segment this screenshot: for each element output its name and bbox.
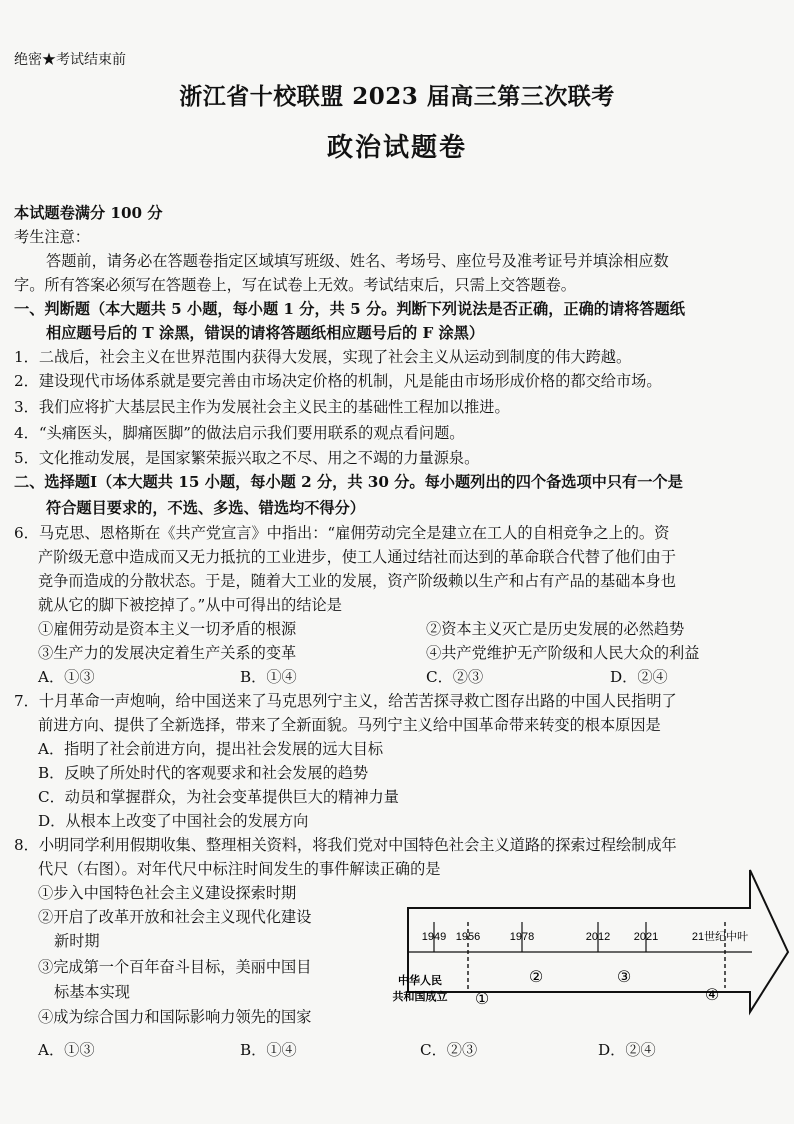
q8-item-1: ①步入中国特色社会主义建设探索时期	[38, 884, 297, 902]
marker-3: ③	[616, 969, 632, 986]
q6-stem: 6．马克思、恩格斯在《共产党宣言》中指出：“雇佣劳动完全是建立在工人的自相竞争之上的。资	[14, 524, 670, 542]
q7-option-b: B．反映了所处时代的客观要求和社会发展的趋势	[38, 764, 369, 782]
q6-item-1: ①雇佣劳动是资本主义一切矛盾的根源	[38, 620, 297, 638]
q6-stem: 就从它的脚下被挖掉了。”从中可得出的结论是	[38, 596, 342, 614]
q8-stem: 代尺（右图）。对年代尺中标注时间发生的事件解读正确的是	[38, 860, 441, 878]
paper-title: 政治试题卷	[326, 133, 467, 163]
q7-option-a: A．指明了社会前进方向，提出社会发展的远大目标	[38, 740, 384, 758]
q8-item-2-cont: 新时期	[54, 932, 100, 950]
q6-option-a: A．①③	[38, 668, 95, 686]
notice-line: 字。所有答案必须写在答题卷上，写在试卷上无效。考试结束后，只需上交答题卷。	[14, 276, 576, 294]
year-label: 1949	[421, 931, 447, 943]
marker-4: ④	[704, 987, 720, 1004]
q6-option-d: D．②④	[610, 668, 668, 686]
year-label: 1978	[509, 931, 535, 943]
q8-option-d: D．②④	[598, 1041, 656, 1059]
year-label: 21世纪中叶	[691, 931, 749, 943]
q6-stem: 产阶级无意中造成而又无力抵抗的工业进步，使工人通过结社而达到的革命联合代替了他们由于	[38, 548, 676, 566]
judge-question-4: 4．“头痛医头，脚痛医脚”的做法启示我们要用联系的观点看问题。	[14, 424, 465, 442]
year-label: 2021	[633, 931, 659, 943]
marker-2: ②	[528, 969, 544, 986]
founding-label: 中华人民	[398, 975, 442, 987]
notice-line: 答题前，请务必在答题卷指定区域填写班级、姓名、考场号、座位号及准考证号并填涂相应数	[46, 252, 669, 270]
q6-item-4: ④共产党维护无产阶级和人民大众的利益	[426, 644, 700, 662]
q8-item-3: ③完成第一个百年奋斗目标，美丽中国目	[38, 958, 312, 976]
q7-stem: 7．十月革命一声炮响，给中国送来了马克思列宁主义，给苦苦探寻救亡图存出路的中国人民指明了	[14, 692, 677, 710]
q6-stem: 竞争而造成的分散状态。于是，随着大工业的发展，资产阶级赖以生产和占有产品的基础本身也	[38, 572, 676, 590]
section2-heading-cont: 符合题目要求的，不选、多选、错选均不得分）	[46, 499, 365, 517]
q8-stem: 8．小明同学利用假期收集、整理相关资料，将我们党对中国特色社会主义道路的探索过程绘制成年	[14, 836, 677, 854]
section1-heading: 一、判断题（本大题共 5 小题，每小题 1 分，共 5 分。判断下列说法是否正确，正确的请将答题纸	[14, 300, 685, 318]
section1-heading-cont: 相应题号后的 T 涂黑，错误的请将答题纸相应题号后的 F 涂黑）	[46, 324, 485, 342]
full-score: 本试题卷满分 100 分	[14, 204, 163, 222]
q8-option-b: B．①④	[240, 1041, 297, 1059]
notice-label: 考生注意：	[14, 228, 90, 246]
founding-label: 共和国成立	[392, 991, 448, 1003]
judge-question-1: 1．二战后，社会主义在世界范围内获得大发展，实现了社会主义从运动到制度的伟大跨越。	[14, 348, 632, 366]
marker-1: ①	[474, 991, 490, 1008]
q8-item-3-cont: 标基本实现	[54, 983, 130, 1001]
q6-option-b: B．①④	[240, 668, 297, 686]
q7-stem: 前进方向、提供了全新选择，带来了全新面貌。马列宁主义给中国革命带来转变的根本原因是	[38, 716, 661, 734]
q8-option-a: A．①③	[38, 1041, 95, 1059]
year-label: 1956	[455, 931, 481, 943]
q7-option-d: D．从根本上改变了中国社会的发展方向	[38, 812, 309, 830]
judge-question-3: 3．我们应将扩大基层民主作为发展社会主义民主的基础性工程加以推进。	[14, 398, 510, 416]
q8-option-c: C．②③	[420, 1041, 478, 1059]
secret-mark: 绝密★考试结束前	[14, 52, 126, 68]
judge-question-2: 2．建设现代市场体系就是要完善由市场决定价格的机制，凡是能由市场形成价格的都交给市场。	[14, 372, 662, 390]
year-label: 2012	[585, 931, 611, 943]
exam-title: 浙江省十校联盟 2023 届高三第三次联考	[179, 83, 615, 110]
q8-item-2: ②开启了改革开放和社会主义现代化建设	[38, 908, 312, 926]
q7-option-c: C．动员和掌握群众，为社会变革提供巨大的精神力量	[38, 788, 399, 806]
q6-item-2: ②资本主义灭亡是历史发展的必然趋势	[426, 620, 685, 638]
timeline-figure	[390, 860, 790, 1030]
section2-heading: 二、选择题Ⅰ（本大题共 15 小题，每小题 2 分，共 30 分。每小题列出的四个备选项中只有一个是	[14, 473, 683, 491]
q6-item-3: ③生产力的发展决定着生产关系的变革	[38, 644, 297, 662]
judge-question-5: 5．文化推动发展，是国家繁荣振兴取之不尽、用之不竭的力量源泉。	[14, 449, 480, 467]
q8-item-4: ④成为综合国力和国际影响力领先的国家	[38, 1008, 312, 1026]
q6-option-c: C．②③	[426, 668, 484, 686]
